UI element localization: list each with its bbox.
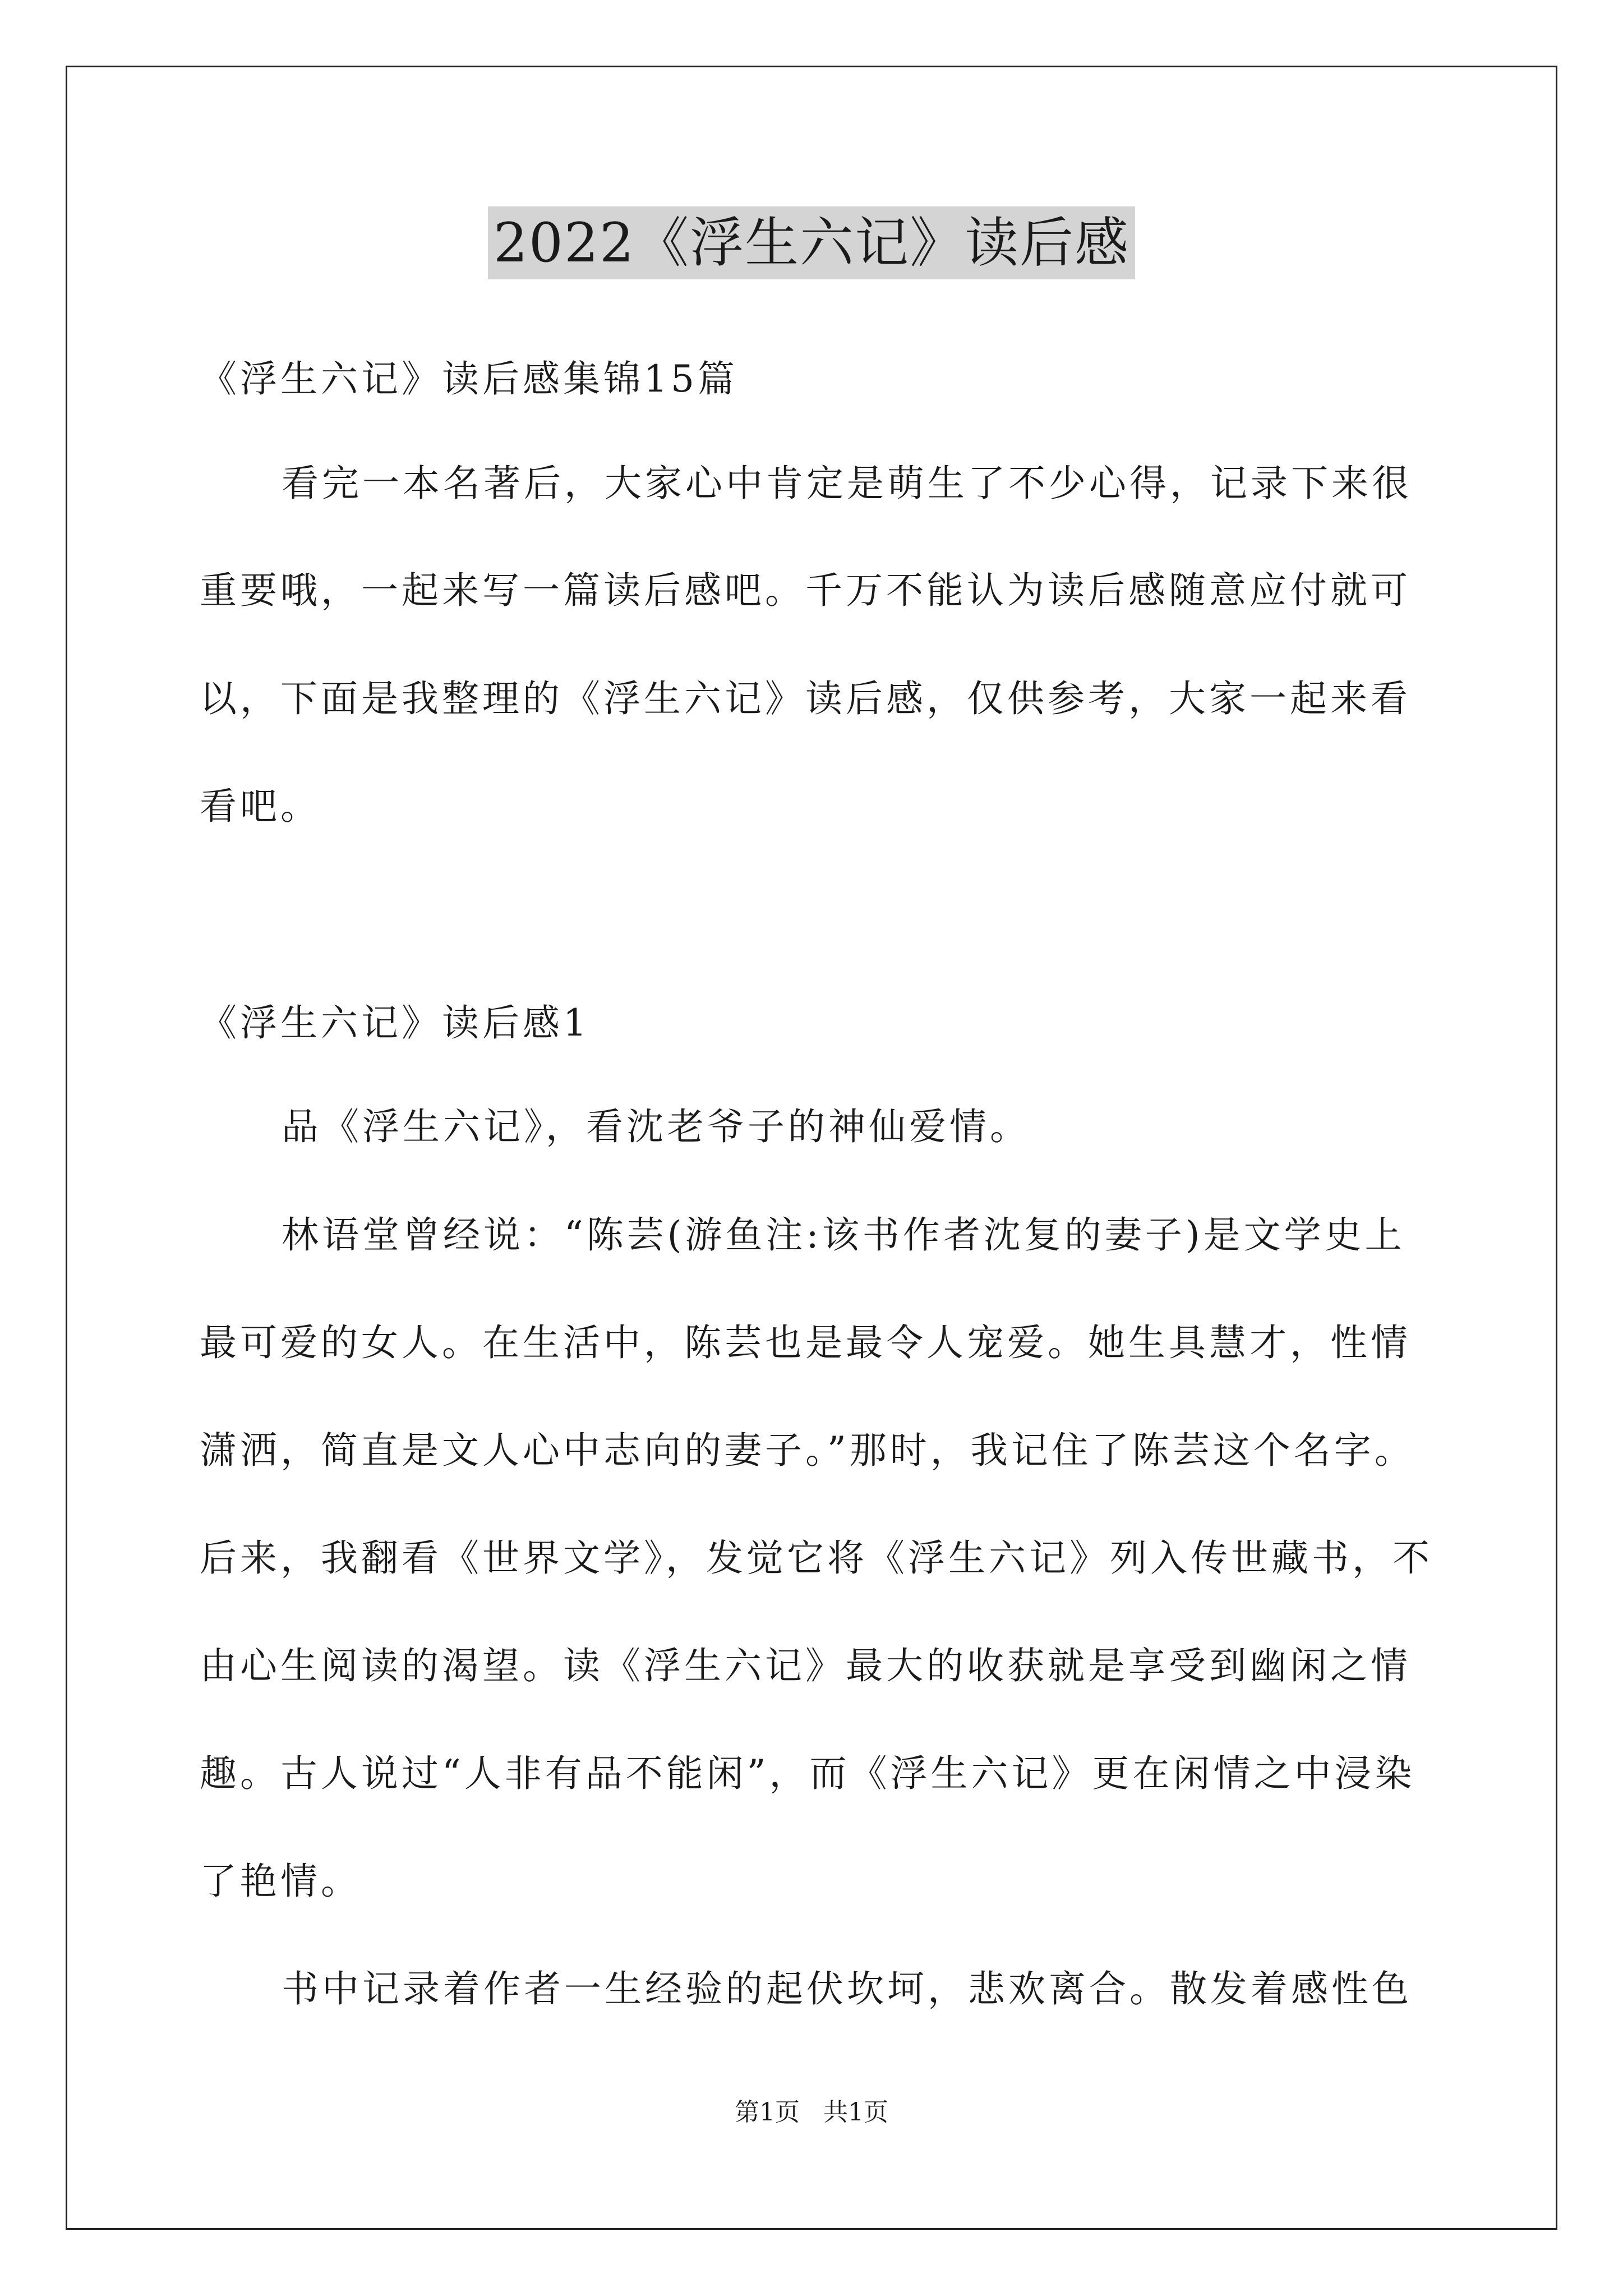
paragraph-line: 趣。古人说过“人非有品不能闲”，而《浮生六记》更在闲情之中浸染	[200, 1752, 1415, 1795]
intro-line: 以，下面是我整理的《浮生六记》读后感，仅供参考，大家一起来看	[200, 677, 1411, 720]
intro-line: 看吧。	[200, 785, 321, 828]
paragraph-line: 最可爱的女人。在生活中，陈芸也是最令人宠爱。她生具慧才，性情	[200, 1321, 1411, 1364]
paragraph-line: 品《浮生六记》，看沈老爷子的神仙爱情。	[282, 1105, 1030, 1148]
paragraph-line: 由心生阅读的渴望。读《浮生六记》最大的收获就是享受到幽闲之情	[200, 1644, 1411, 1687]
paragraph-line: 后来，我翻看《世界文学》，发觉它将《浮生六记》列入传世藏书，不	[200, 1536, 1433, 1580]
paragraph-line: 潇洒，简直是文人心中志向的妻子。”那时，我记住了陈芸这个名字。	[200, 1429, 1415, 1472]
paragraph-line: 了艳情。	[200, 1860, 361, 1903]
page-number-current: 第1页	[735, 2098, 800, 2127]
title-container	[0, 206, 1623, 279]
section-heading: 《浮生六记》读后感1	[200, 1001, 590, 1045]
document-subtitle: 《浮生六记》读后感集锦15篇	[200, 357, 738, 401]
intro-line: 重要哦，一起来写一篇读后感吧。千万不能认为读后感随意应付就可	[200, 569, 1411, 612]
page-footer	[0, 2096, 1623, 2129]
intro-line: 看完一本名著后，大家心中肯定是萌生了不少心得，记录下来很	[282, 462, 1412, 505]
page-number-total: 共1页	[823, 2098, 888, 2127]
paragraph-line: 书中记录着作者一生经验的起伏坎坷，悲欢离合。散发着感性色	[282, 1967, 1412, 2010]
paragraph-line: 林语堂曾经说：“陈芸(游鱼注:该书作者沈复的妻子)是文学史上	[282, 1213, 1405, 1257]
document-title: 2022《浮生六记》读后感	[488, 206, 1135, 279]
